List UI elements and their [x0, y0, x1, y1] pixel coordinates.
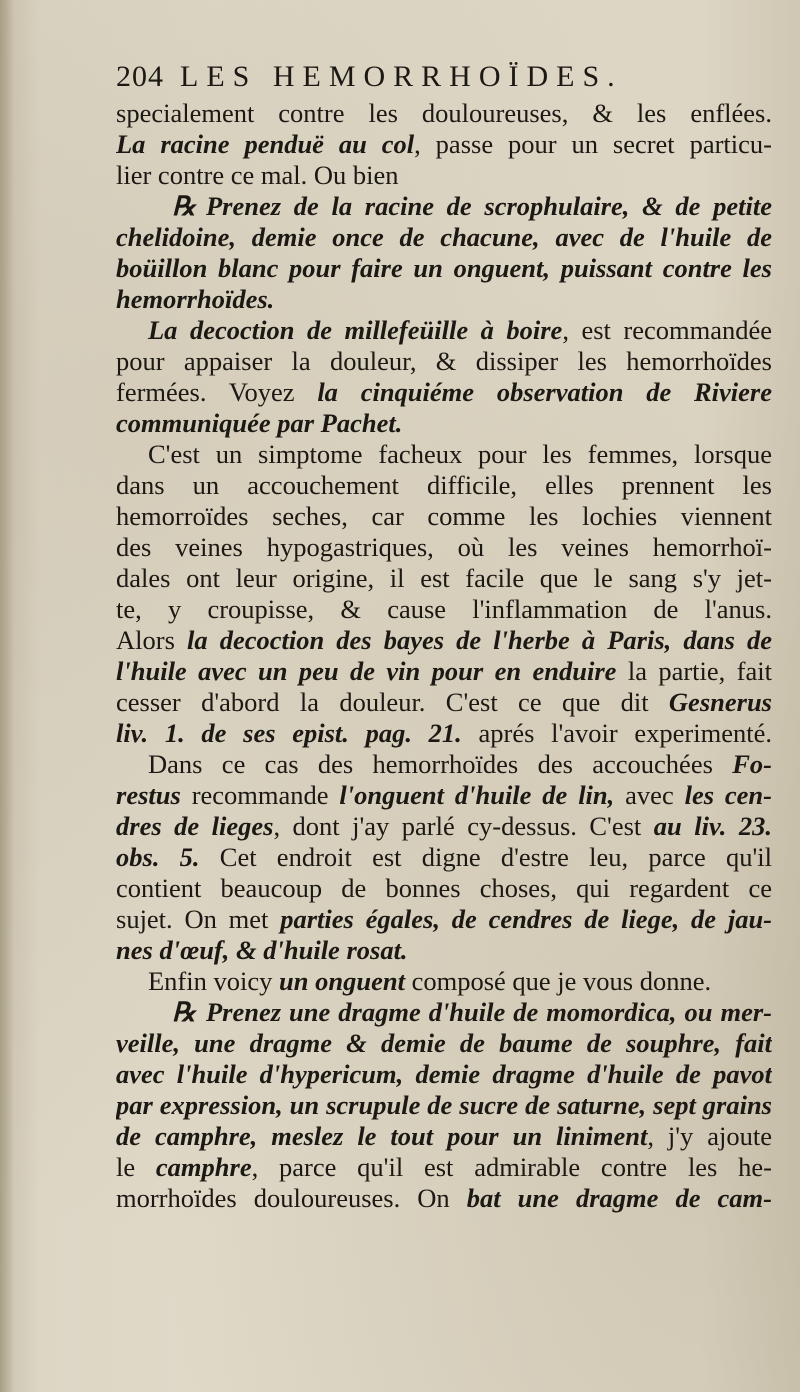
text-run: , dont j'ay parlé cy-dessus. C'est	[273, 811, 654, 841]
italic-run: hemorrhoïdes.	[116, 284, 275, 314]
text-run: Cet endroit est digne d'estre leu, parce qu'il	[199, 842, 772, 872]
text-run: Alors	[116, 625, 187, 655]
text-run: Enfin voicy	[148, 966, 279, 996]
italic-run: Gesnerus	[668, 687, 772, 717]
text-run: aprés l'avoir experimenté.	[461, 718, 772, 748]
text-run: la partie, fait	[616, 656, 772, 686]
text-run: le	[116, 1152, 156, 1182]
text-run: C'est un simptome facheux pour les femmes, lorsque	[148, 439, 772, 469]
text-line	[116, 532, 772, 563]
text-run: composé que je vous donne.	[404, 966, 712, 996]
text-line	[116, 935, 772, 966]
text-line	[116, 222, 772, 253]
text-run: dans un accouchement difficile, elles prennent les	[116, 470, 772, 500]
italic-run: l'onguent d'huile de lin,	[339, 780, 615, 810]
text-line	[116, 408, 772, 439]
text-block	[116, 56, 772, 1214]
italic-run: restus	[116, 780, 181, 810]
italic-run: boüillon blanc pour faire un onguent, puissant contre les	[116, 253, 772, 283]
text-line	[116, 439, 772, 470]
text-line	[116, 904, 772, 935]
text-line	[116, 253, 772, 284]
text-run: lier contre ce mal. Ou bien	[116, 160, 399, 190]
text-line	[116, 718, 772, 749]
text-run: Dans ce cas des hemorrhoïdes des accouchées	[148, 749, 733, 779]
text-line	[116, 811, 772, 842]
text-run: pour appaiser la douleur, & dissiper les hemorrhoïdes	[116, 346, 772, 376]
text-line	[116, 346, 772, 377]
italic-run: Prenez de la racine de scrophulaire, & de petite	[206, 191, 772, 221]
text-line	[116, 377, 772, 408]
italic-run: au liv. 23.	[653, 811, 772, 841]
text-line	[116, 1121, 772, 1152]
text-run: sujet. On met	[116, 904, 281, 934]
italic-run: La racine penduë au col	[116, 129, 415, 159]
italic-run: Fo-	[732, 749, 772, 779]
page-header	[116, 56, 772, 98]
page-number: 204	[116, 60, 164, 93]
text-line	[116, 284, 772, 315]
italic-run: la decoction des bayes de l'herbe à Paris, dans de	[186, 625, 772, 655]
text-line	[116, 1183, 772, 1214]
body-text	[116, 98, 772, 1214]
italic-run: bat une dragme de cam-	[466, 1183, 772, 1213]
text-run: recommande	[180, 780, 340, 810]
text-line	[116, 1152, 772, 1183]
italic-run: chelidoine, demie once de chacune, avec de l'huile de	[116, 222, 772, 252]
italic-run: liv. 1. de ses epist. pag. 21.	[116, 718, 462, 748]
text-run: specialement contre les douloureuses, & les enflées.	[116, 98, 772, 128]
italic-run: communiquée par Pachet.	[116, 408, 403, 438]
running-title: LES HEMORRHOÏDES.	[180, 60, 623, 93]
italic-run: obs. 5.	[116, 842, 200, 872]
text-line	[116, 1059, 772, 1090]
text-line	[116, 98, 772, 129]
text-line	[116, 191, 772, 222]
recipe-symbol: ℞	[172, 997, 196, 1027]
text-run: des veines hypogastriques, où les veines hemorrhoï-	[116, 532, 772, 562]
text-line	[116, 563, 772, 594]
italic-run: de camphre, meslez le tout pour un liniment	[116, 1121, 648, 1151]
page-gutter-shadow	[0, 0, 14, 1392]
italic-run: veille, une dragme & demie de baume de souphre, fait	[116, 1028, 772, 1058]
text-line	[116, 470, 772, 501]
text-run: , parce qu'il est admirable contre les he-	[251, 1152, 772, 1182]
italic-run: parties égales, de cendres de liege, de jau-	[280, 904, 772, 934]
text-line	[116, 129, 772, 160]
text-run: , est recommandée	[562, 315, 772, 345]
text-run: dales ont leur origine, il est facile que le sang s'y jet-	[116, 563, 772, 593]
text-line	[116, 501, 772, 532]
text-line	[116, 160, 772, 191]
text-line	[116, 315, 772, 346]
text-line	[116, 1028, 772, 1059]
recipe-symbol: ℞	[172, 191, 196, 221]
italic-run: les cen-	[684, 780, 772, 810]
text-line	[116, 873, 772, 904]
text-run: hemorroïdes seches, car comme les lochies viennent	[116, 501, 772, 531]
text-line	[116, 997, 772, 1028]
text-run: , j'y ajoute	[647, 1121, 772, 1151]
text-run: morrhoïdes douloureuses. On	[116, 1183, 467, 1213]
italic-run: Prenez une dragme d'huile de momordica, ou mer-	[206, 997, 772, 1027]
text-line	[116, 687, 772, 718]
text-run: , passe pour un secret particu-	[414, 129, 772, 159]
text-line	[116, 966, 772, 997]
text-line	[116, 842, 772, 873]
text-run: cesser d'abord la douleur. C'est ce que dit	[116, 687, 669, 717]
text-line	[116, 594, 772, 625]
italic-run: camphre	[155, 1152, 252, 1182]
italic-run: dres de lieges	[116, 811, 274, 841]
text-run: avec	[614, 780, 685, 810]
italic-run: par expression, un scrupule de sucre de saturne, sept grains	[116, 1090, 772, 1120]
text-line	[116, 1090, 772, 1121]
italic-run: l'huile avec un peu de vin pour en enduire	[116, 656, 617, 686]
text-line	[116, 749, 772, 780]
text-line	[116, 656, 772, 687]
text-line	[116, 780, 772, 811]
text-run: contient beaucoup de bonnes choses, qui regardent ce	[116, 873, 772, 903]
text-run: te, y croupisse, & cause l'inflammation de l'anus.	[116, 594, 772, 624]
italic-run: nes d'œuf, & d'huile rosat.	[116, 935, 408, 965]
text-line	[116, 625, 772, 656]
italic-run: la cinquiéme observation de Riviere	[317, 377, 772, 407]
italic-run: La decoction de millefeüille à boire	[148, 315, 563, 345]
italic-run: un onguent	[279, 966, 405, 996]
text-run: fermées. Voyez	[116, 377, 318, 407]
italic-run: avec l'huile d'hypericum, demie dragme d'huile de pavot	[116, 1059, 772, 1089]
